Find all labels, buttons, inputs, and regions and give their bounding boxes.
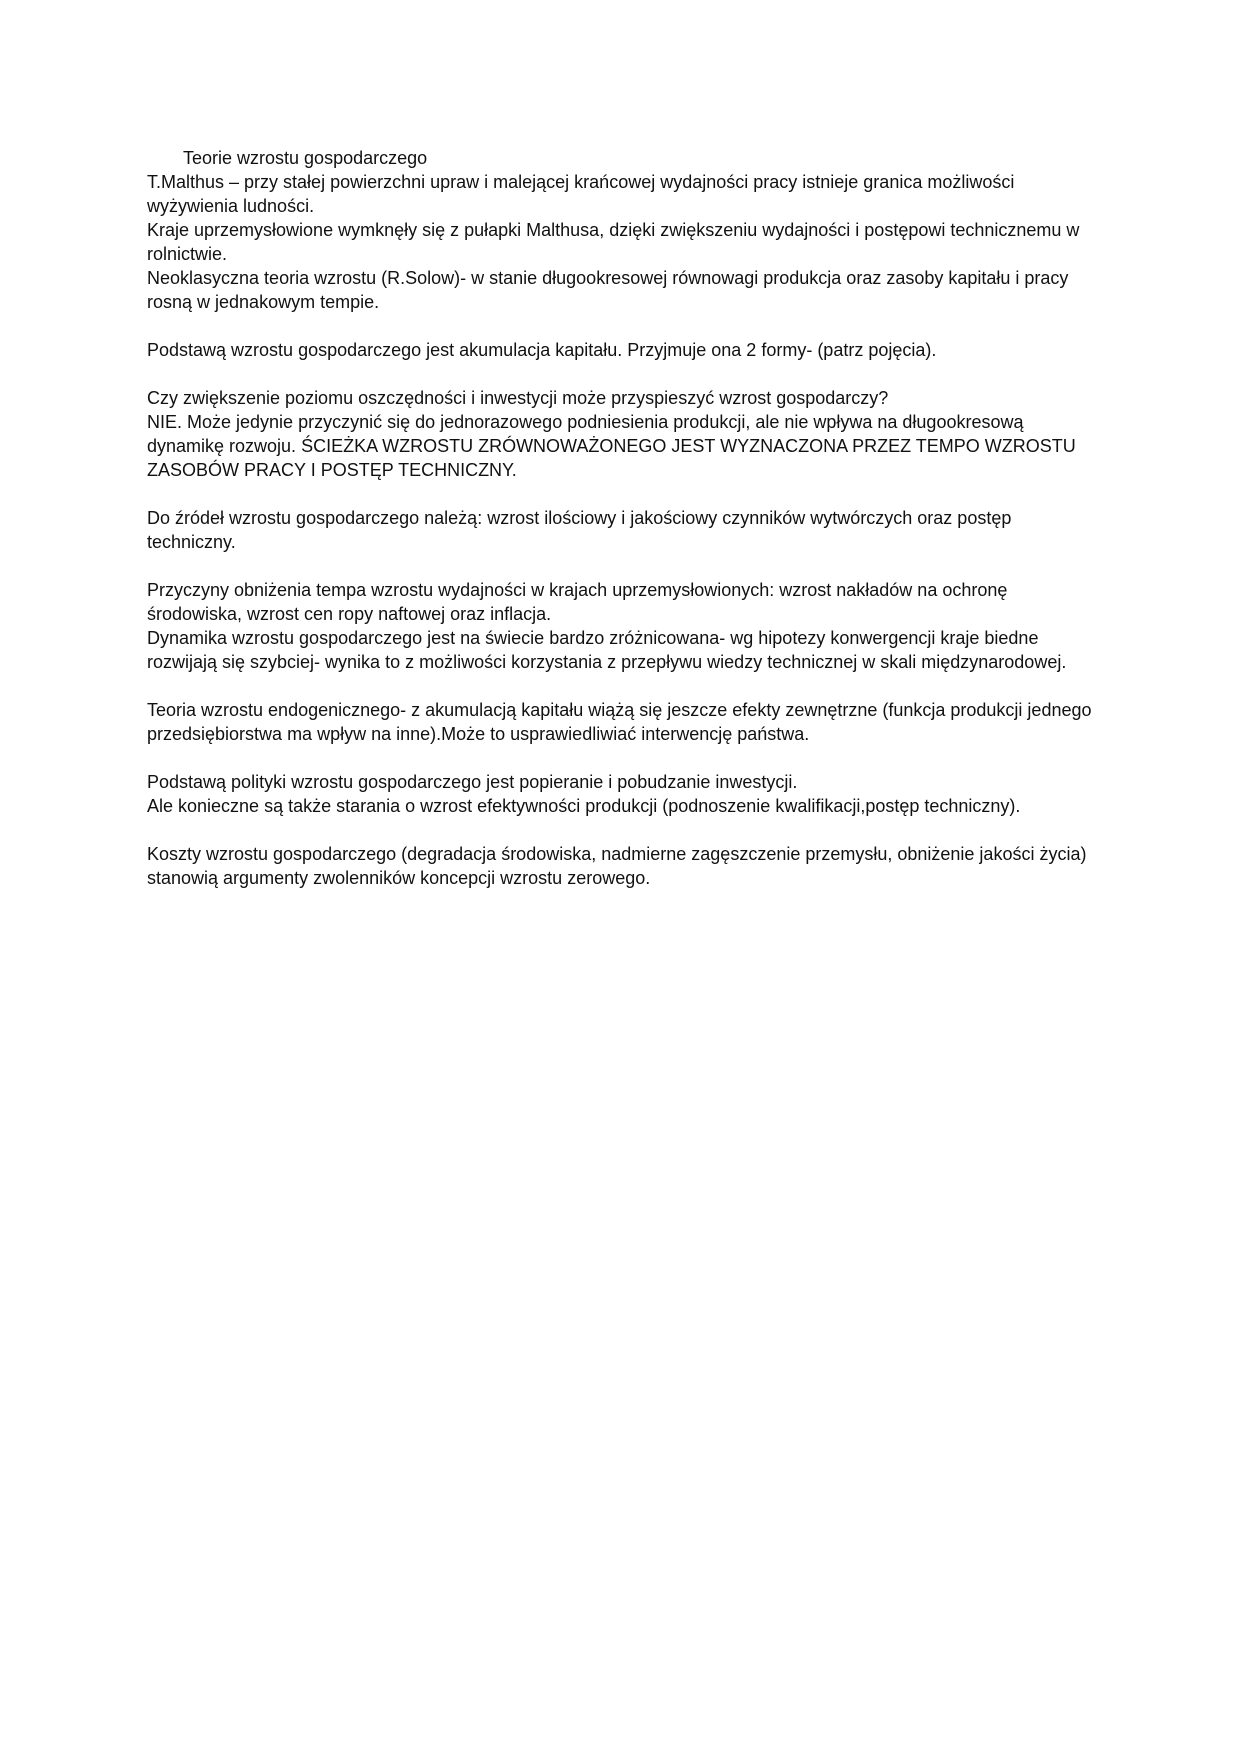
document-body <box>147 146 1097 890</box>
paragraph-answer: NIE. Może jedynie przyczynić się do jednorazowego podniesienia produkcji, ale nie wpływa na długookresową dynamikę rozwoju. ŚCIEŻKA WZROSTU ZRÓWNOWAŻONEGO JEST WYZNACZONA PRZEZ TEMPO WZROSTU ZASOBÓW PRACY I POSTĘP TECHNICZNY. <box>147 412 1076 480</box>
paragraph-capital-accumulation: Podstawą wzrostu gospodarczego jest akumulacja kapitału. Przyjmuje ona 2 formy- (patrz pojęcia). <box>147 340 937 360</box>
document-title: Teorie wzrostu gospodarczego <box>183 148 428 168</box>
paragraph-efficiency: Ale konieczne są także starania o wzrost efektywności produkcji (podnoszenie kwalifikacji,postęp techniczny). <box>147 796 1021 816</box>
paragraph-endogenous-growth: Teoria wzrostu endogenicznego- z akumulacją kapitału wiążą się jeszcze efekty zewnętrzne (funkcja produkcji jednego przedsiębiorstwa ma wpływ na inne).Może to usprawiedliwiać interwencję państwa. <box>147 700 1092 744</box>
paragraph-growth-policy: Podstawą polityki wzrostu gospodarczego jest popieranie i pobudzanie inwestycji. <box>147 772 798 792</box>
paragraph-productivity-decline: Przyczyny obniżenia tempa wzrostu wydajności w krajach uprzemysłowionych: wzrost nakładów na ochronę środowiska, wzrost cen ropy naftowej oraz inflacja. <box>147 580 1008 624</box>
paragraph-industrialized-countries: Kraje uprzemysłowione wymknęły się z pułapki Malthusa, dzięki zwiększeniu wydajności i postępowi technicznemu w rolnictwie. <box>147 220 1080 264</box>
paragraph-growth-sources: Do źródeł wzrostu gospodarczego należą: wzrost ilościowy i jakościowy czynników wytwórczych oraz postęp techniczny. <box>147 508 1012 552</box>
paragraph-growth-costs: Koszty wzrostu gospodarczego (degradacja środowiska, nadmierne zagęszczenie przemysłu, obniżenie jakości życia) stanowią argumenty zwolenników koncepcji wzrostu zerowego. <box>147 844 1087 888</box>
paragraph-convergence: Dynamika wzrostu gospodarczego jest na świecie bardzo zróżnicowana- wg hipotezy konwergencji kraje biedne rozwijają się szybciej- wynika to z możliwości korzystania z przepływu wiedzy technicznej w skali międzynarodowej. <box>147 628 1067 672</box>
paragraph-malthus: T.Malthus – przy stałej powierzchni upraw i malejącej krańcowej wydajności pracy istnieje granica możliwości wyżywienia ludności. <box>147 172 1015 216</box>
paragraph-question: Czy zwiększenie poziomu oszczędności i inwestycji może przyspieszyć wzrost gospodarczy? <box>147 388 889 408</box>
paragraph-neoclassical-theory: Neoklasyczna teoria wzrostu (R.Solow)- w stanie długookresowej równowagi produkcja oraz zasoby kapitału i pracy rosną w jednakowym tempie. <box>147 268 1069 312</box>
